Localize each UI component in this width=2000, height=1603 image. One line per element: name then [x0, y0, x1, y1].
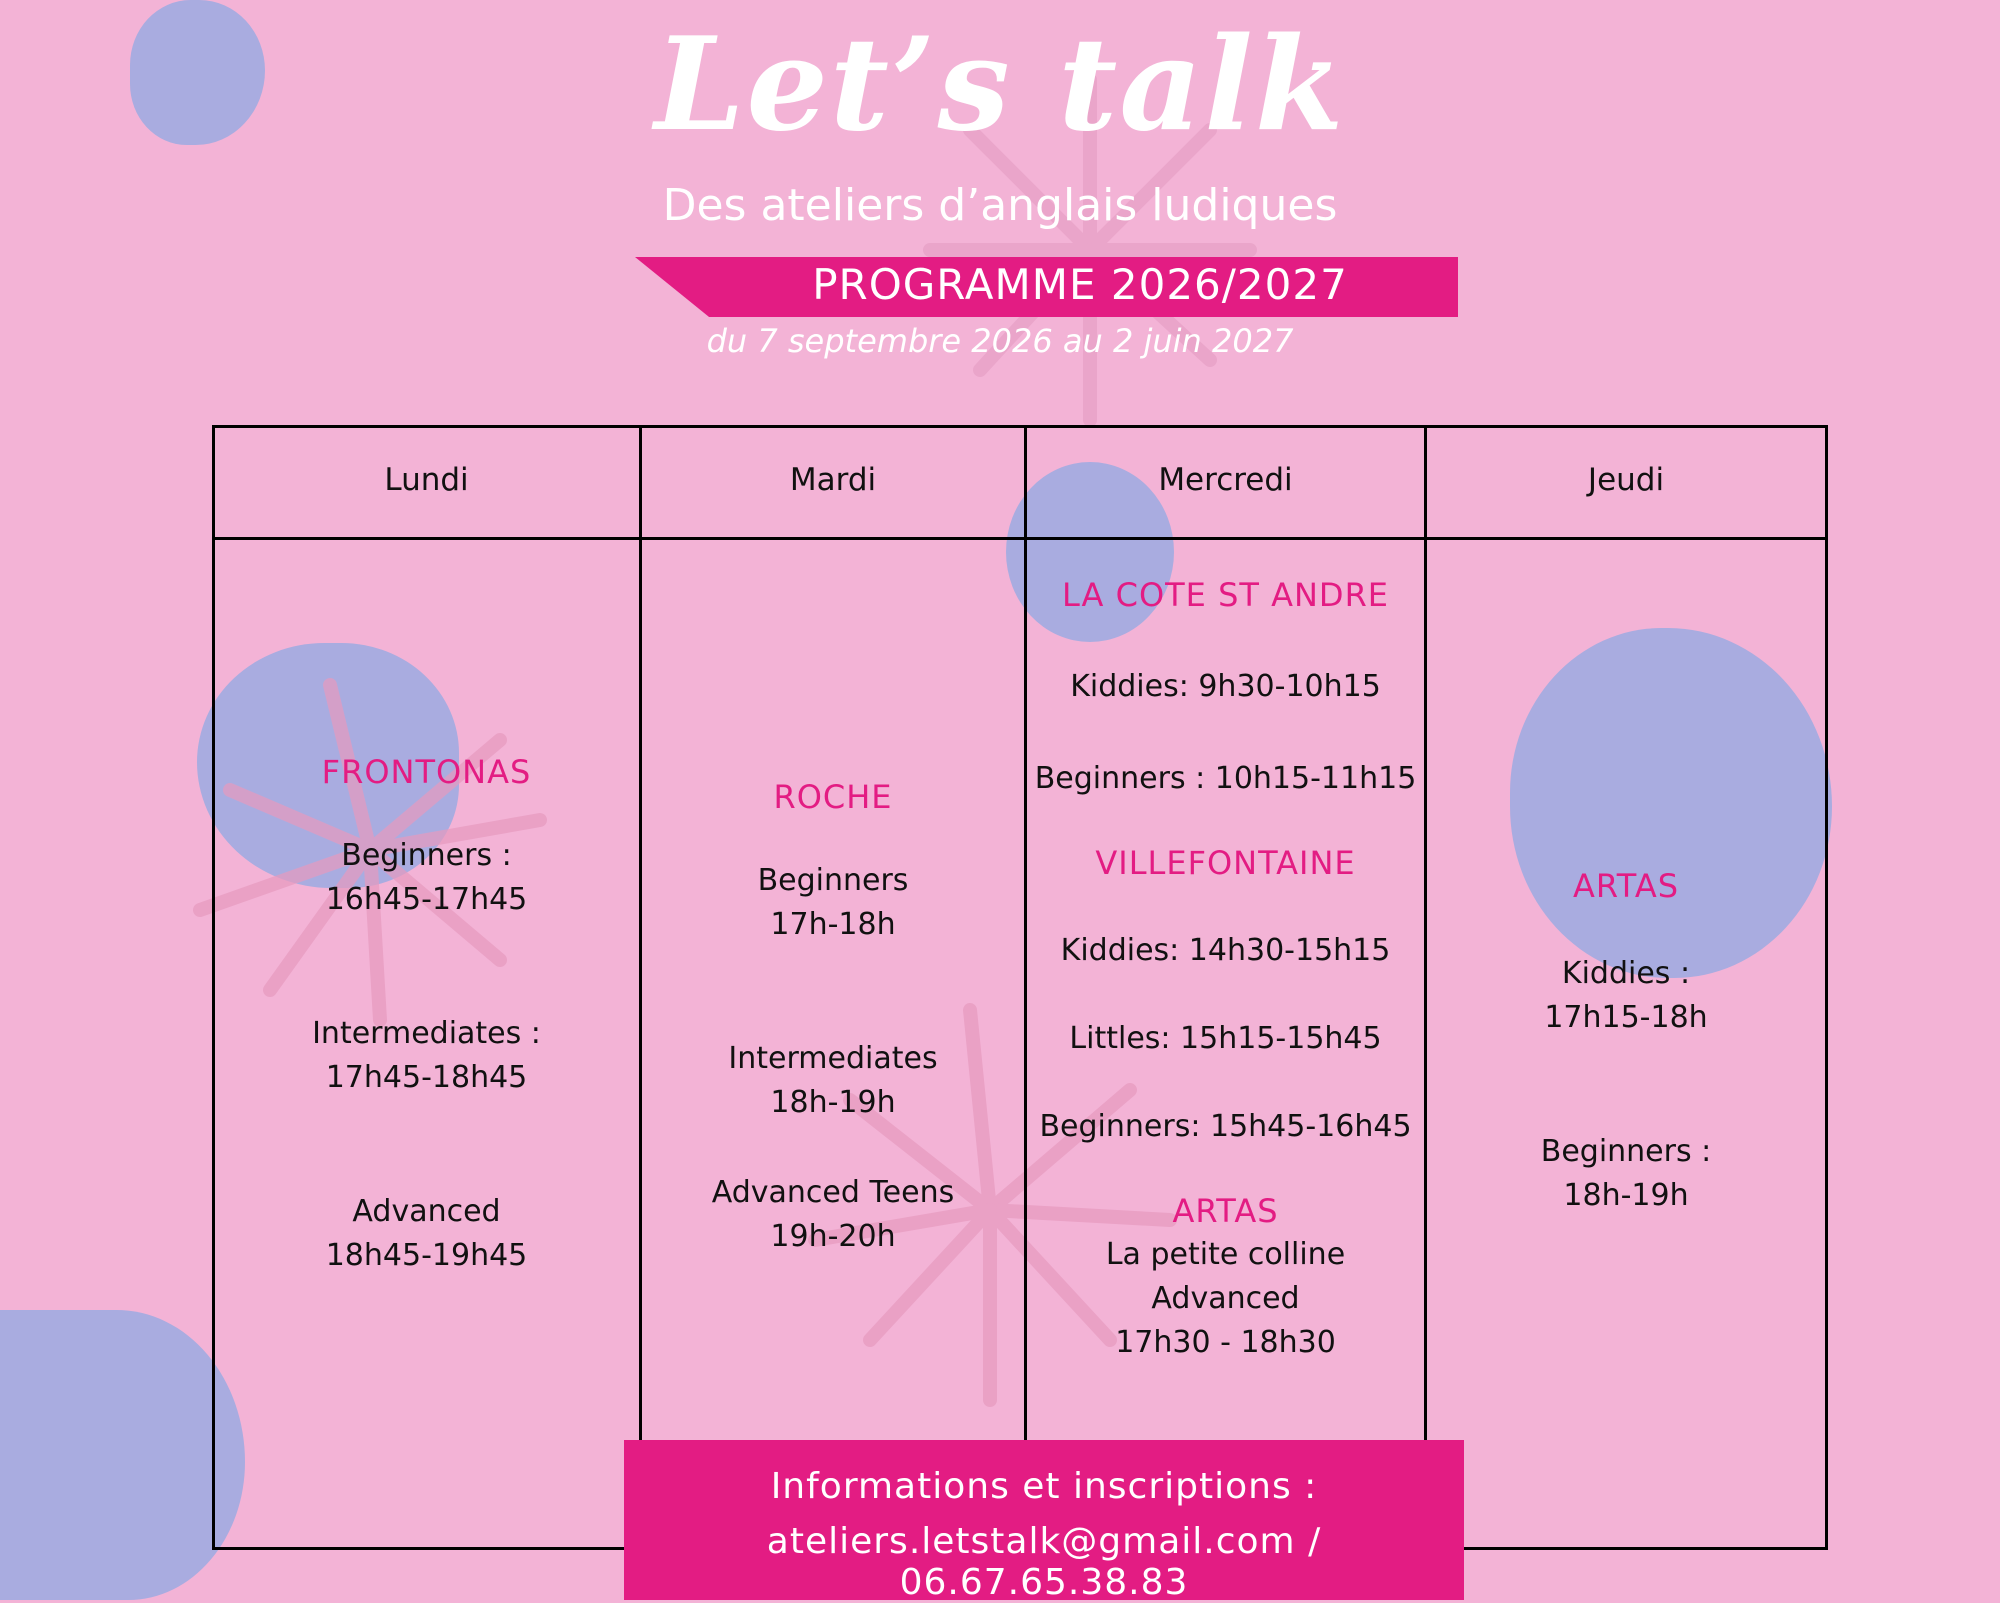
decorative-blob — [0, 1310, 245, 1600]
class-time: 18h-19h — [770, 1085, 896, 1120]
class-schedule: Kiddies: 9h30-10h15 — [1070, 669, 1381, 704]
mercredi-column — [1027, 573, 1424, 1365]
class-level: Advanced — [352, 1194, 501, 1229]
location-label: LA COTE ST ANDRE — [1061, 576, 1390, 614]
programme-label: PROGRAMME 2026/2027 — [812, 260, 1348, 309]
contact-footer — [624, 1440, 1464, 1603]
class-time: 17h-18h — [770, 907, 896, 942]
day-header-jeudi: Jeudi — [1587, 462, 1665, 498]
day-header-mercredi: Mercredi — [1158, 462, 1293, 498]
location-label: VILLEFONTAINE — [1095, 844, 1356, 882]
class-level: Intermediates — [728, 1041, 938, 1076]
class-time: 17h45-18h45 — [325, 1060, 528, 1095]
day-header-mardi: Mardi — [789, 462, 877, 498]
contact-details[interactable]: ateliers.letstalk@gmail.com / 06.67.65.38.83 — [766, 1521, 1322, 1603]
mardi-column — [642, 775, 1024, 1259]
class-schedule: Beginners : 10h15-11h15 — [1034, 761, 1417, 796]
jeudi-column — [1427, 864, 1825, 1218]
page-title: Let’s talk — [654, 10, 1346, 160]
class-level: Beginners — [757, 863, 909, 898]
location-label: ARTAS — [1172, 1192, 1279, 1230]
location-label: FRONTONAS — [321, 753, 532, 791]
class-level: Advanced — [1151, 1281, 1300, 1316]
class-level: Beginners : — [341, 838, 512, 873]
header-divider — [212, 537, 1828, 540]
programme-dates: du 7 septembre 2026 au 2 juin 2027 — [706, 322, 1294, 360]
class-time: 17h15-18h — [1544, 1000, 1708, 1035]
class-schedule: Kiddies: 14h30-15h15 — [1060, 933, 1391, 968]
class-venue: La petite colline — [1105, 1237, 1346, 1272]
class-level: Kiddies : — [1561, 956, 1691, 991]
lundi-column — [214, 750, 639, 1278]
class-time: 18h-19h — [1563, 1178, 1689, 1213]
page-subtitle: Des ateliers d’anglais ludiques — [662, 180, 1338, 231]
day-header-lundi: Lundi — [384, 462, 469, 498]
class-level: Intermediates : — [312, 1016, 541, 1051]
class-schedule: Littles: 15h15-15h45 — [1069, 1021, 1382, 1056]
location-label: ROCHE — [773, 778, 893, 816]
class-time: 19h-20h — [770, 1219, 896, 1254]
contact-heading: Informations et inscriptions : — [770, 1466, 1318, 1507]
class-level: Advanced Teens — [711, 1175, 955, 1210]
class-schedule: Beginners: 15h45-16h45 — [1039, 1109, 1412, 1144]
class-time: 17h30 - 18h30 — [1115, 1325, 1336, 1360]
class-time: 16h45-17h45 — [325, 882, 528, 917]
class-time: 18h45-19h45 — [325, 1238, 528, 1273]
class-level: Beginners : — [1540, 1134, 1712, 1169]
location-label: ARTAS — [1572, 867, 1680, 905]
